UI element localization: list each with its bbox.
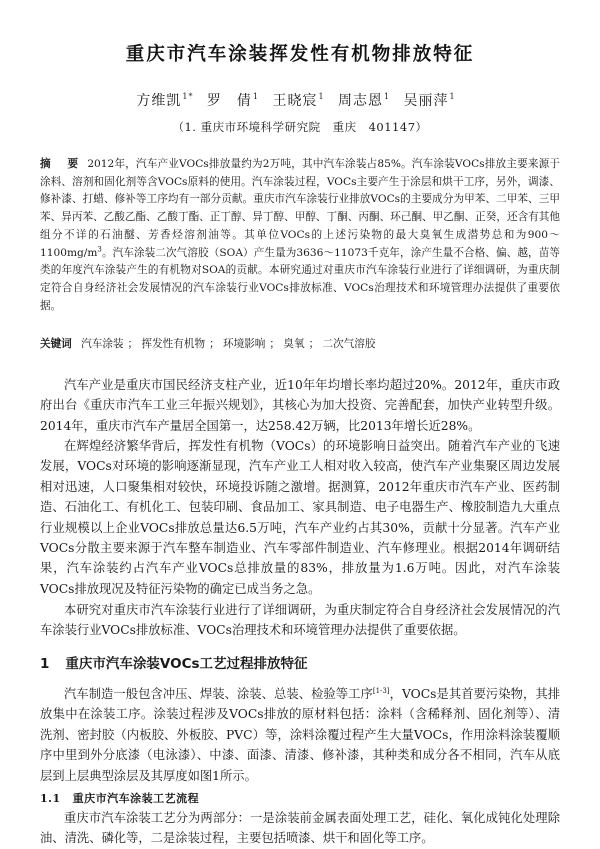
intro-paragraph: 在辉煌经济繁华背后，挥发性有机物（VOCs）的环境影响日益突出。随着汽车产业的飞速发展，VOCs对环境的影响逐渐显现，汽车产业工人相对收入较高，使汽车产业集聚区周边发展相对迅速，人口聚集相对较快，环境投诉随之激增。据测算，2012年重庆市汽车产业、医药制造、石油化工、有机化工、包装印刷、食品加工、家具制造、电子电器生产、橡胶制造九大重点行业规模以上企业VOCs排放总量达6.5万吨，汽车产业约占其30%，贡献十分显著。汽车产业VOCs分散主要来源于汽车整车制造业、汽车零部件制造业、汽车修理业。根据2014年调研结果，汽车涂装约占汽车产业VOCs总排放量的83%，排放量为1.6万吨。因此，对汽车涂装VOCs排放现况及特征污染物的确定已成当务之急。: [40, 439, 560, 596]
paper-title: 重庆市汽车涂装挥发性有机物排放特征: [125, 44, 475, 65]
author-superscript: 1: [252, 92, 259, 102]
author-name: 罗 倩: [206, 93, 252, 109]
unit-superscript: 3: [97, 244, 102, 253]
author-superscript: 1*: [182, 92, 194, 102]
keyword: 挥发性有机物: [141, 338, 206, 350]
author-name: 方维凯: [136, 93, 182, 109]
keyword: 汽车涂装: [81, 338, 124, 350]
body-paragraph: [40, 684, 560, 786]
subsection-number: 1.1: [40, 792, 61, 805]
keyword: 臭氧: [283, 338, 305, 350]
section-title: 重庆市汽车涂装VOCs工艺过程排放特征: [65, 656, 308, 672]
intro-paragraph: 汽车产业是重庆市国民经济支柱产业，近10年年均增长率均超过20%。2012年，重庆市政府出台《重庆市汽车工业三年振兴规划》，其核心为加大投资、完善配套，加快产业转型升级。2014年，重庆市汽车产量居全国第一，达258.42万辆，比2013年增长近28%。: [40, 378, 560, 433]
subsection-heading: [40, 790, 560, 806]
abstract: [40, 156, 560, 315]
abstract-label: 摘 要: [40, 158, 82, 170]
body-text-continued: ，VOCs是其首要污染物，其排放集中在涂装工序。涂装过程涉及VOCs排放的原材料包括：涂料（含稀释剂、固化剂等）、清洗剂、密封胶（内板胶、外板胶、PVC）等，涂料涂覆过程产生大量VOCs，作用涂料涂装覆顺序中里到外分底漆（电泳漆）、中漆、面漆、清漆、修补漆，其种类和成分各不相同，汽车从底层到上层典型涂层及其厚度如图1所示。: [40, 687, 560, 783]
body-text: 汽车制造一般包含冲压、焊装、涂装、总装、检验等工序: [64, 687, 373, 701]
author-name: 王晓宸: [272, 93, 318, 109]
keyword: 二次气溶胶: [322, 338, 376, 350]
author-superscript: 1: [384, 92, 391, 102]
body-paragraph: 重庆市汽车涂装工艺分为两部分：一是涂装前金属表面处理工艺，硅化、氧化成钝化处理除油、清洗、磷化等，二是涂装过程，主要包括喷漆、烘干和固化等工序。: [40, 811, 560, 846]
keywords-label: 关键词: [40, 338, 72, 350]
intro-paragraph: 本研究对重庆市汽车涂装行业进行了详细调研，为重庆制定符合自身经济社会发展情况的汽车涂装行业VOCs排放标准、VOCs治理技术和环境管理办法提供了重要依据。: [40, 603, 560, 638]
author-name: 周志恩: [338, 93, 383, 109]
citation-ref: [1-3]: [372, 686, 390, 695]
section-number: 1: [40, 656, 50, 672]
author-affiliation: （1. 重庆市环境科学研究院 重庆 401147）: [172, 120, 428, 134]
abstract-text-continued: 。汽车涂装二次气溶胶（SOA）产生量为3636～11073千克年，涂产生量不合格、偏、越，苗等类的年度汽车涂装产生的有机物对SOA的贡献。本研究通过对重庆市汽车涂装行业进行了详细调研，为重庆制定符合自身经济社会发展情况的汽车涂装行业VOCs排放标准、VOCs治理技术和环境管理办法提供了重要依据。: [40, 246, 560, 312]
author-name: 吴丽萍: [403, 93, 449, 109]
keyword: 环境影响: [223, 338, 266, 350]
abstract-text: 2012年，汽车产业VOCs排放量约为2万吨，其中汽车涂装占85%。汽车涂装VOCs排放主要来源于涂料、溶剂和固化剂等含VOCs原料的使用。汽车涂装过程，VOCs主要产生于涂层和烘干工序，另外，调漆、修补漆、打蜡、修补等工序均有一部分贡献。重庆市汽车涂装行业排放VOCs的主要成分为甲苯、二甲苯、三甲苯、异丙苯、乙酸乙酯、乙酸丁酯、正丁醇、异丁醇、甲醇、丁酮、丙酮、环己酮、甲乙酮、正癸，还含有其他组分不详的石油醚、芳香烃溶剂油等。其单位VOCs的上述污染物的最大臭氧生成潜势总和为900～1100mg/m: [40, 158, 560, 259]
section-heading: [40, 652, 560, 672]
author-superscript: 1: [318, 92, 325, 102]
subsection-title: 重庆市汽车涂装工艺流程: [72, 792, 200, 805]
author-list: [0, 90, 600, 110]
keywords: 关键词 汽车涂装 ； 挥发性有机物 ； 环境影响 ； 臭氧 ； 二次气溶胶: [40, 338, 376, 350]
author-superscript: 1: [449, 92, 456, 102]
